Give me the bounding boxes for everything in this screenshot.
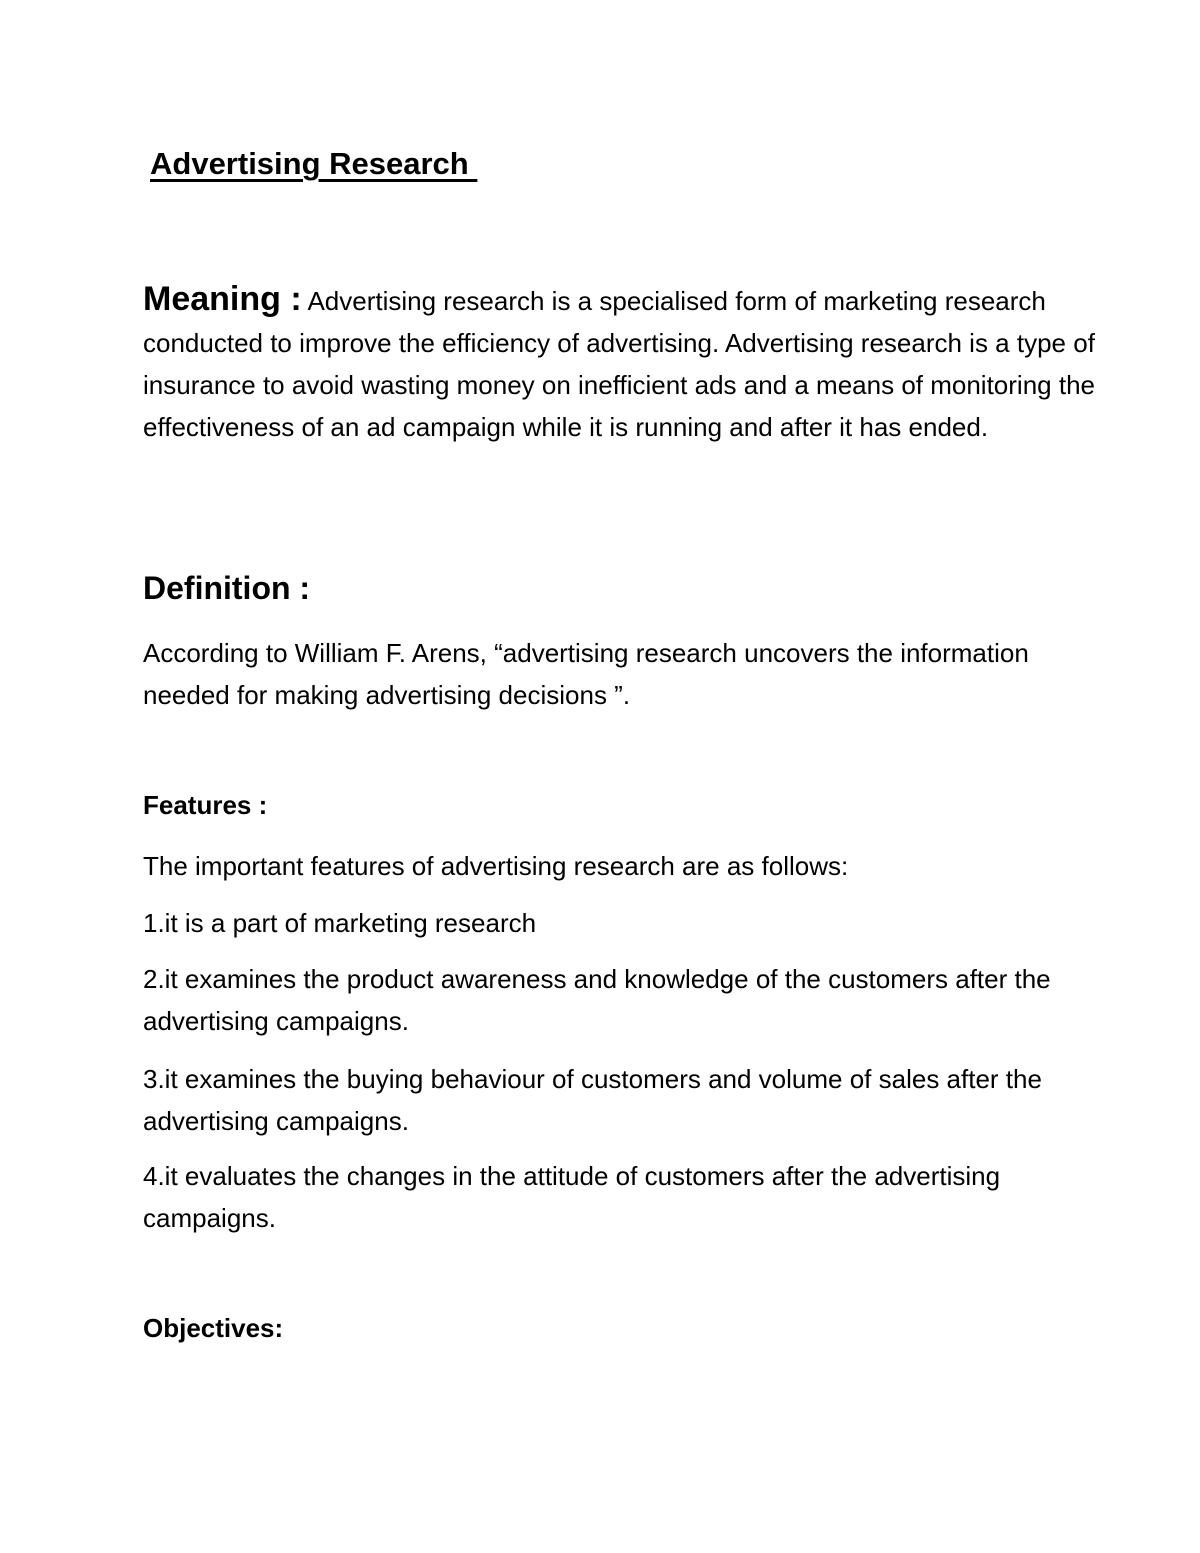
features-intro: The important features of advertising research are as follows:	[143, 851, 849, 881]
meaning-text: Advertising research is a specialised form of marketing research conducted to improve the efficiency of advertising. Advertising research is a type of insurance to avoid wasting money on inefficient ads and a means of monitoring the effectiveness of an ad campaign while it is running and after it has ended.	[143, 286, 1095, 442]
feature-item-3: 3.it examines the buying behaviour of customers and volume of sales after the advertising campaigns.	[143, 1064, 1042, 1136]
feature-item-2: 2.it examines the product awareness and knowledge of the customers after the advertising campaigns.	[143, 964, 1051, 1036]
definition-heading: Definition :	[143, 570, 311, 606]
definition-text: According to William F. Arens, “advertising research uncovers the information needed for making advertising decisions ”.	[143, 638, 1029, 710]
meaning-label: Meaning :	[143, 280, 302, 318]
feature-item-1: 1.it is a part of marketing research	[143, 908, 537, 938]
feature-item-4: 4.it evaluates the changes in the attitude of customers after the advertising campaigns.	[143, 1161, 1001, 1233]
document-title: Advertising Research	[150, 146, 478, 181]
features-heading: Features :	[143, 790, 268, 820]
meaning-paragraph	[143, 278, 1103, 448]
objectives-heading: Objectives:	[143, 1313, 284, 1343]
